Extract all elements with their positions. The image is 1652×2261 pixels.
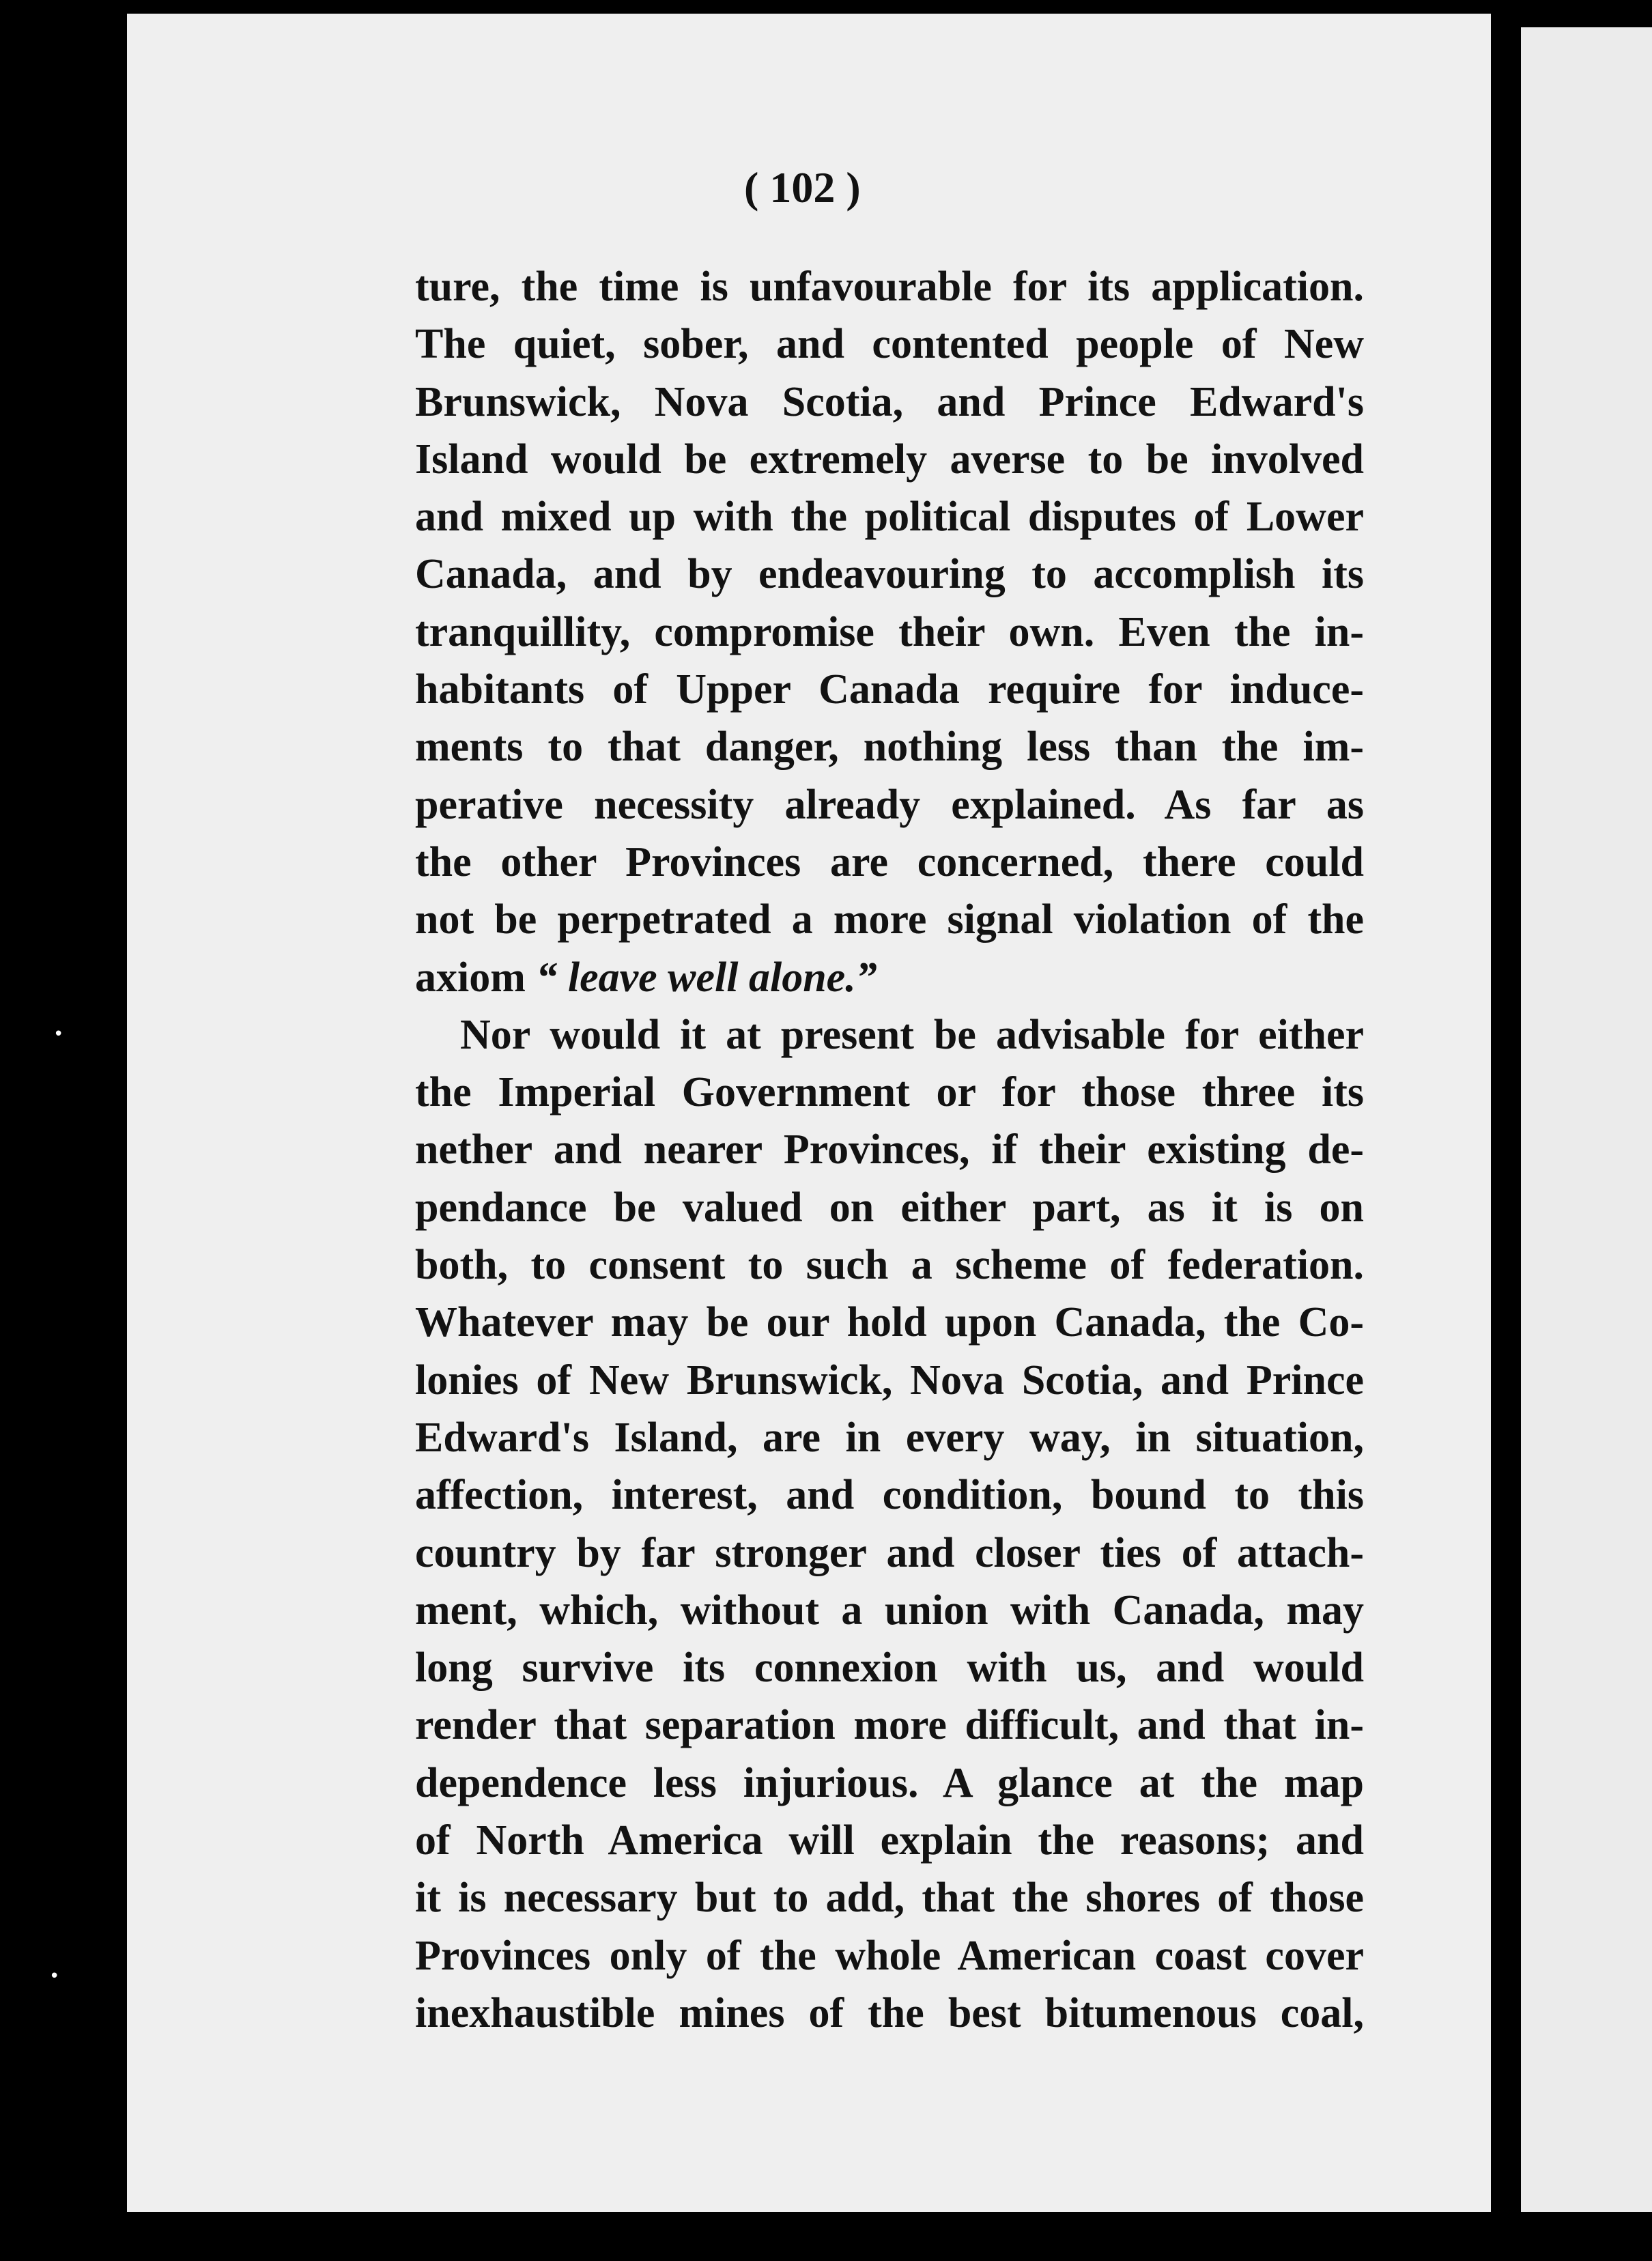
text-line: it is necessary but to add, that the shores of those — [415, 1875, 1364, 1922]
text-line: ture, the time is unfavourable for its application. — [415, 264, 1364, 310]
text-line: The quiet, sober, and contented people of New — [415, 321, 1364, 368]
text-line: not be perpetrated a more signal violation of the — [415, 896, 1364, 943]
text-line: of North America will explain the reasons; and — [415, 1817, 1364, 1864]
text-line: render that separation more difficult, and that in- — [415, 1702, 1364, 1749]
text-line: both, to consent to such a scheme of federation. — [415, 1242, 1364, 1289]
text-line: ment, which, without a union with Canada, may — [415, 1587, 1364, 1634]
axiom-quote: “ leave well alone.” — [536, 954, 877, 1001]
text-line: affection, interest, and condition, bound to this — [415, 1472, 1364, 1519]
text-line: the Imperial Government or for those three its — [415, 1069, 1364, 1116]
text-line: Nor would it at present be advisable for either — [460, 1011, 1364, 1058]
text-line: Edward's Island, are in every way, in situation, — [415, 1414, 1364, 1461]
facing-page-edge — [1521, 27, 1652, 2212]
text-line: tranquillity, compromise their own. Even the in- — [415, 608, 1364, 655]
text-line: perative necessity already explained. As far as — [415, 781, 1364, 828]
text-line: pendance be valued on either part, as it is on — [415, 1184, 1364, 1231]
text-line: habitants of Upper Canada require for induce- — [415, 666, 1364, 713]
text-line: nether and nearer Provinces, if their existing de- — [415, 1126, 1364, 1174]
text-line: Island would be extremely averse to be involved — [415, 436, 1364, 483]
text-line: Canada, and by endeavouring to accomplish its — [415, 551, 1364, 598]
text-line: dependence less injurious. A glance at the map — [415, 1759, 1364, 1806]
page-number: ( 102 ) — [744, 163, 861, 212]
text-line: long survive its connexion with us, and would — [415, 1645, 1364, 1692]
text-line: country by far stronger and closer ties of attach- — [415, 1529, 1364, 1576]
axiom-line — [415, 949, 1364, 1006]
margin-speck: • — [53, 1024, 64, 1044]
text-line: lonies of New Brunswick, Nova Scotia, and Prince — [415, 1356, 1364, 1404]
text-line: and mixed up with the political disputes of Lower — [415, 494, 1364, 541]
text-line: Provinces only of the whole American coast cover — [415, 1932, 1364, 1979]
text-line: Whatever may be our hold upon Canada, the Co- — [415, 1299, 1364, 1346]
text-line: the other Provinces are concerned, there could — [415, 838, 1364, 885]
text-line: Brunswick, Nova Scotia, and Prince Edward's — [415, 378, 1364, 425]
margin-speck: • — [49, 1966, 60, 1987]
text-line: inexhaustible mines of the best bitumenous coal, — [415, 1989, 1364, 2036]
axiom-word: axiom — [415, 954, 526, 1001]
text-line: ments to that danger, nothing less than the im- — [415, 724, 1364, 771]
body-text — [415, 258, 1364, 2042]
